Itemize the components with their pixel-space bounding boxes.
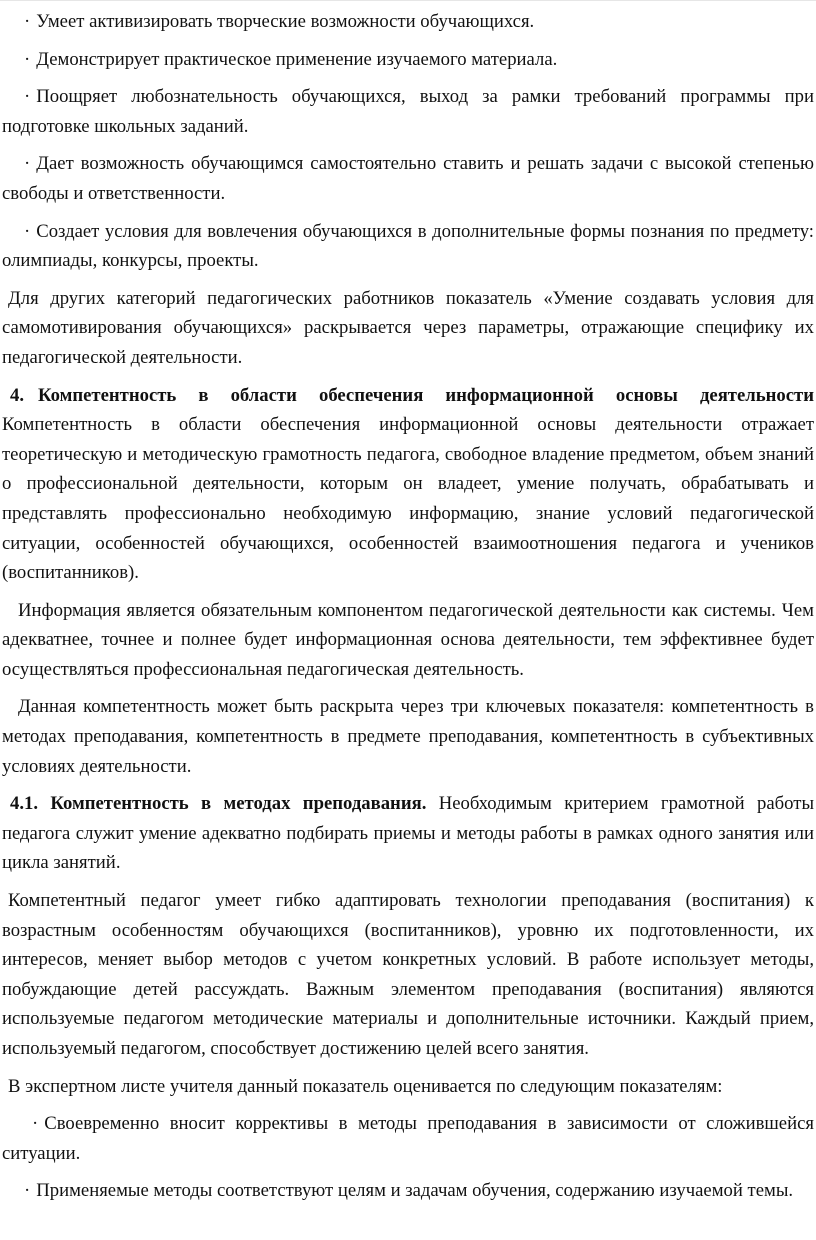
section-4-1-paragraph [2, 789, 814, 878]
bullet-item-2 [2, 45, 814, 75]
paragraph-three-indicators: Данная компетентность может быть раскрыта через три ключевых показателя: компетентность в методах преподавания, компетентность в предмете преподавания, компетентность в субъективных условиях деятельности. [2, 696, 814, 777]
bullet-marker: · [32, 1113, 39, 1135]
paragraph-competent-teacher: Компетентный педагог умеет гибко адаптировать технологии преподавания (воспитания) к возрастным особенностям обучающихся (воспитанников), уровню их подготовленности, их интересов, меняет выбор методов с учетом конкретных условий. В работе использует методы, побуждающие детей рассуждать. Важным элементом преподавания (воспитания) являются используемые педагогом методические материалы и дополнительные источники. Каждый прием, используемый педагогом, способствует достижению целей всего занятия. [2, 890, 814, 1059]
bullet-marker: · [24, 11, 31, 32]
bullet-text: Умеет активизировать творческие возможности обучающихся. [36, 11, 535, 32]
section-4-1-title: Компетентность в методах преподавания. [50, 793, 427, 815]
bullet-item-7 [2, 1176, 814, 1206]
bullet-text: Поощряет любознательность обучающихся, выход за рамки требований программы при подготовке школьных заданий. [2, 86, 814, 137]
bullet-marker: · [24, 1180, 31, 1202]
bullet-item-3 [2, 82, 814, 141]
section-4-title: Компетентность в области обеспечения информационной основы деятельности [38, 384, 814, 406]
bullet-item-4 [2, 149, 814, 208]
section-4-1-number: 4.1. [10, 793, 39, 815]
bullet-item-6 [2, 1109, 814, 1168]
bullet-text: Дает возможность обучающимся самостоятельно ставить и решать задачи с высокой степенью свободы и ответственности. [2, 153, 814, 204]
paragraph-information: Информация является обязательным компонентом педагогической деятельности как системы. Чем адекватнее, точнее и полнее будет информационная основа деятельности, тем эффективнее будет осуществляться профессиональная педагогическая деятельность. [2, 599, 814, 680]
paragraph-expert-sheet: В экспертном листе учителя данный показатель оценивается по следующим показателям: [8, 1075, 723, 1097]
bullet-item-1 [2, 7, 814, 37]
bullet-text: Применяемые методы соответствуют целям и задачам обучения, содержанию изучаемой темы. [36, 1180, 794, 1202]
section-4-number: 4. [10, 384, 25, 406]
bullet-item-5 [2, 217, 814, 276]
bullet-marker: · [24, 153, 31, 175]
bullet-marker: · [24, 220, 31, 242]
section-4-text: Компетентность в области обеспечения информационной основы деятельности отражает теоретическую и методическую грамотность педагога, свободное владение предметом, объем знаний о профессиональной деятельности, которым он владеет, умение получать, обрабатывать и представлять профессионально необходимую информацию, знание условий педагогической ситуации, особенностей обучающихся, особенностей взаимоотношения педагога и учеников (воспитанников). [2, 414, 814, 584]
bullet-text: Демонстрирует практическое применение изучаемого материала. [36, 48, 558, 70]
bullet-text: Своевременно вносит коррективы в методы преподавания в зависимости от сложившейся ситуации. [2, 1113, 814, 1164]
section-4-paragraph [2, 381, 814, 588]
paragraph-other-categories: Для других категорий педагогических работников показатель «Умение создавать условия для самомотивирования обучающихся» раскрывается через параметры, отражающие специфику их педагогической деятельности. [2, 287, 814, 368]
bullet-text: Создает условия для вовлечения обучающихся в дополнительные формы познания по предмету: олимпиады, конкурсы, проекты. [2, 220, 814, 272]
bullet-marker: · [24, 48, 31, 70]
bullet-marker: · [24, 86, 31, 108]
section-4-1-text: Необходимым критерием грамотной работы педагога служит умение адекватно подбирать приемы и методы работы в рамках одного занятия или цикла занятий. [2, 793, 814, 874]
